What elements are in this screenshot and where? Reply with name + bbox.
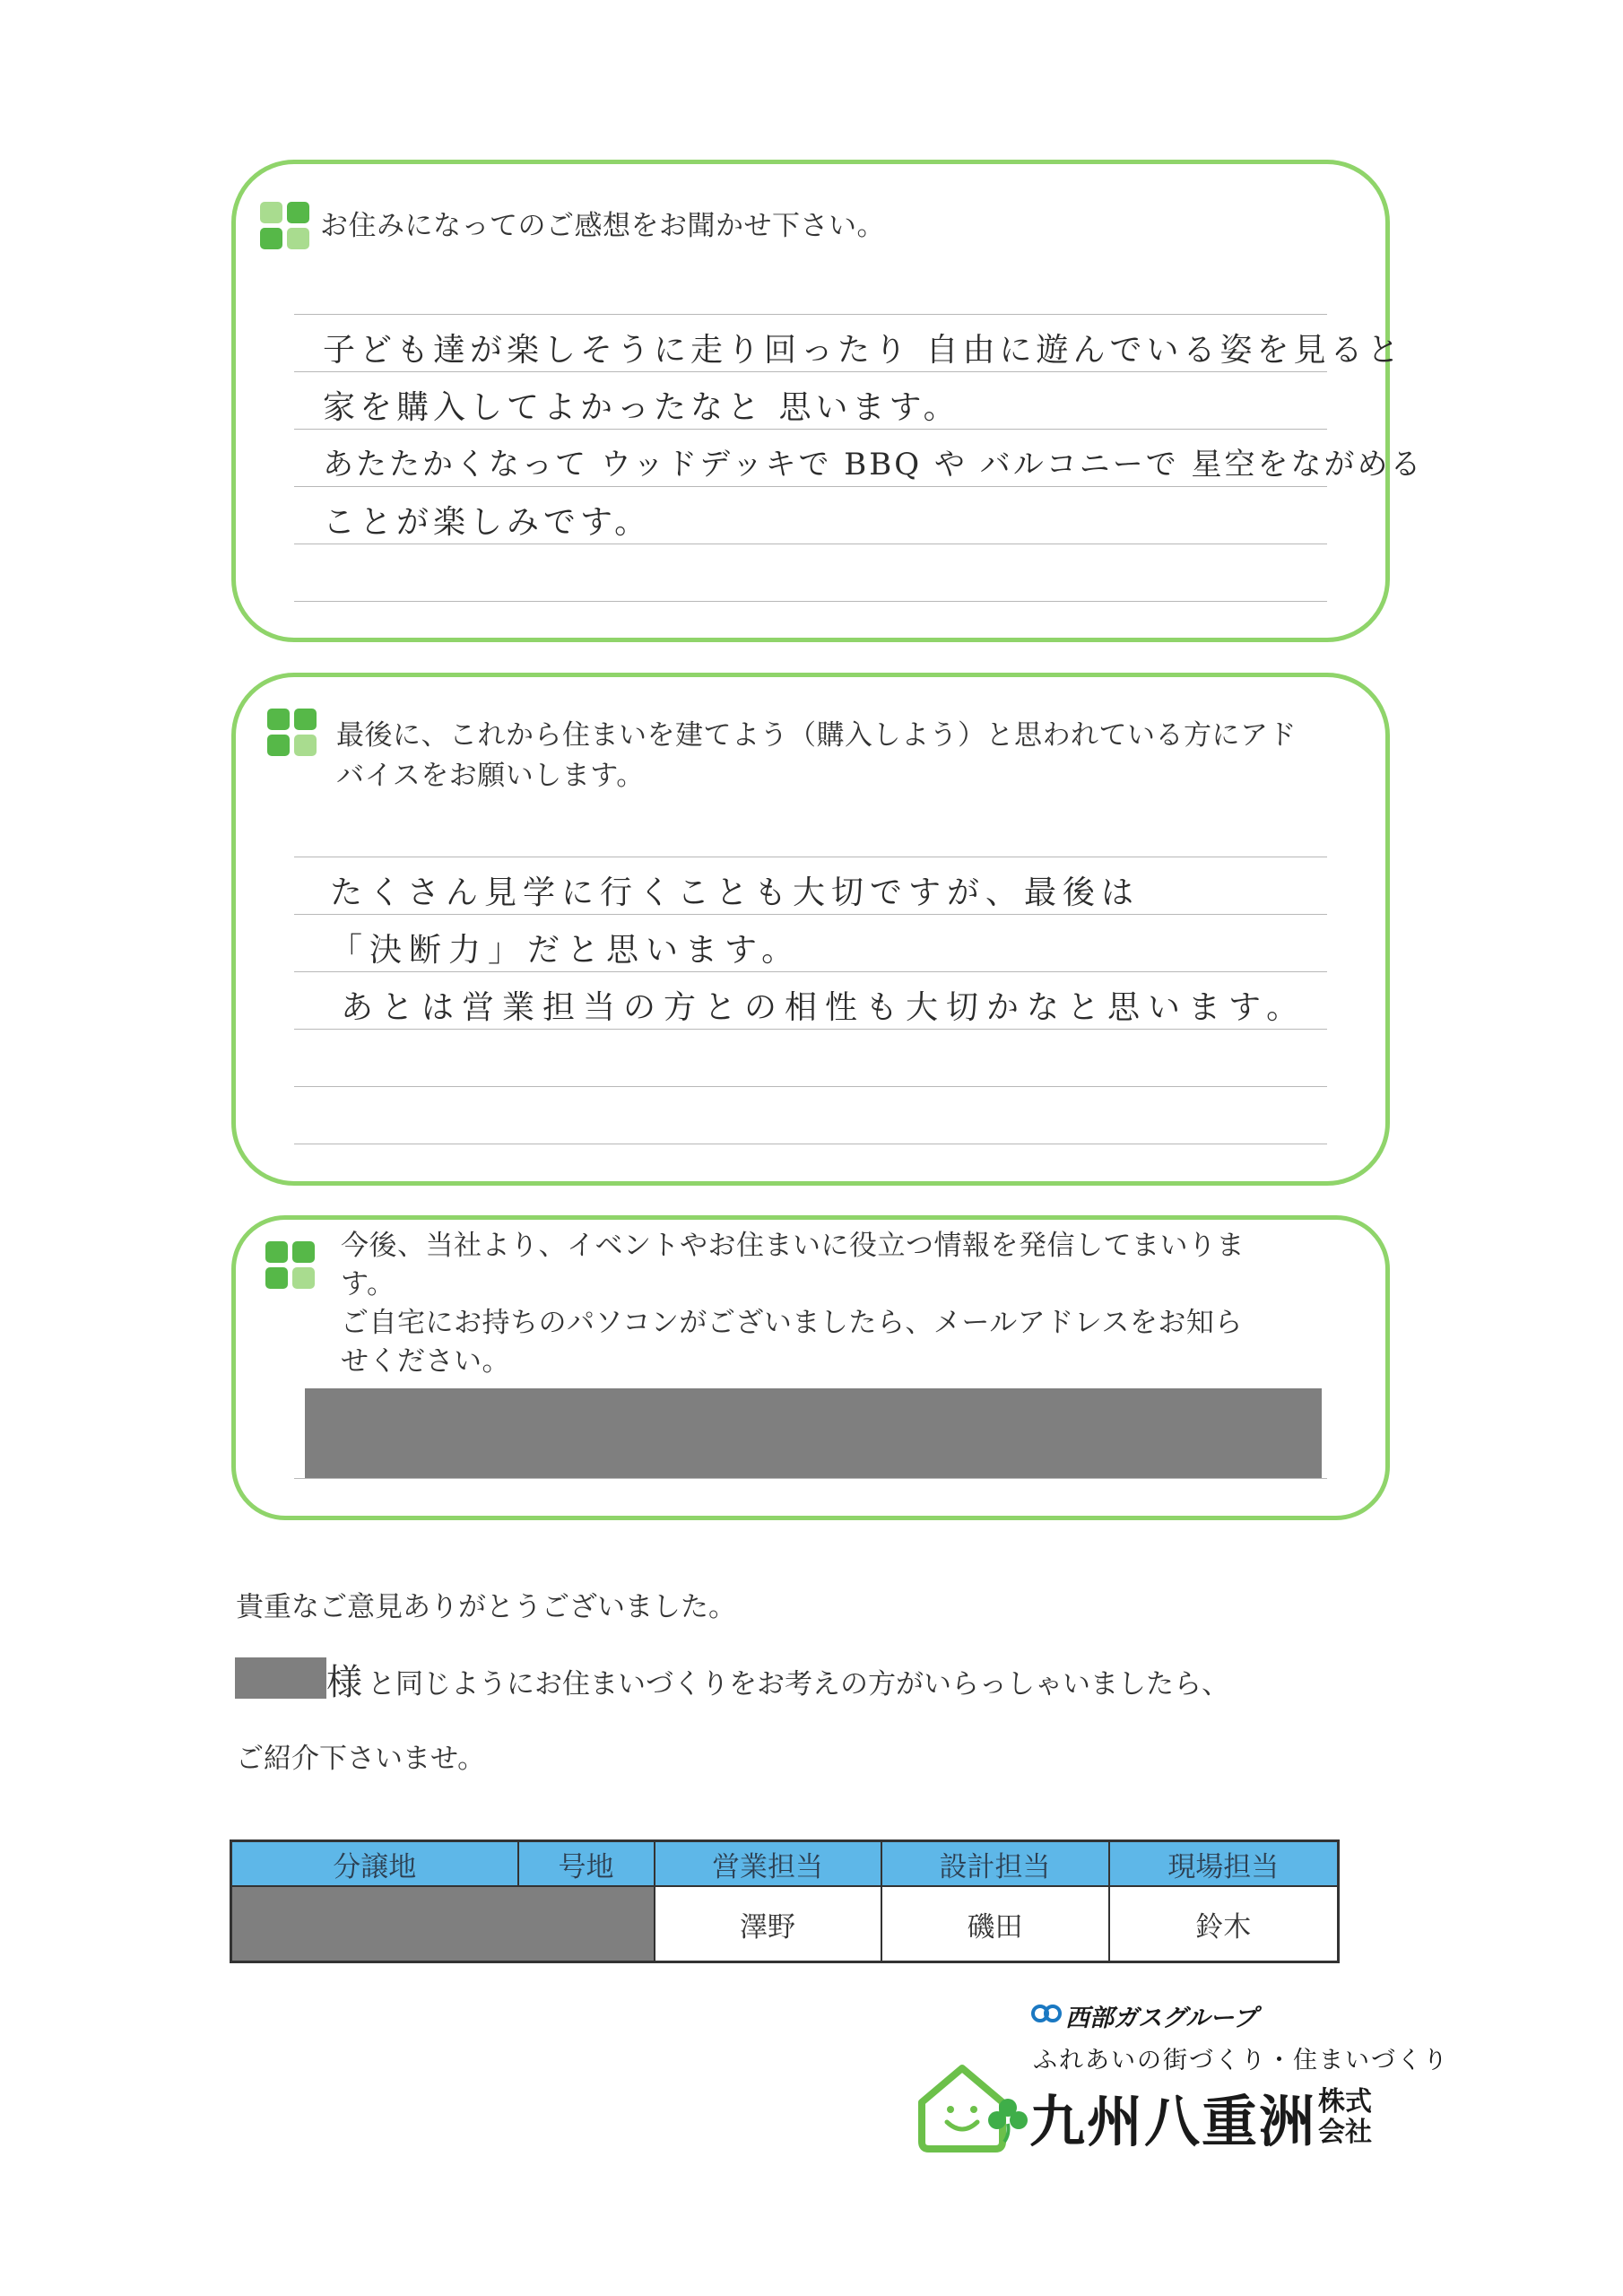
handwritten-answer-line: あたたかくなって ウッドデッキで BBQ や バルコニーで 星空をながめる: [323, 447, 1424, 483]
question-line: お住みになってのご感想をお聞かせ下さい。: [320, 210, 885, 242]
answer-rule: [294, 914, 1327, 915]
handwritten-answer-line: ことが楽しみです。: [323, 504, 652, 541]
header-sales: 営業担当: [655, 1841, 881, 1887]
logo-suffix-bottom: 会社: [1318, 2117, 1372, 2148]
design-staff-cell: 磯田: [881, 1886, 1109, 1962]
handwritten-answer-line: 家を購入してよかったなと 思います。: [323, 389, 960, 426]
handwritten-answer-line: 「決断力」だと思います。: [330, 932, 802, 969]
question-line: す。: [341, 1268, 395, 1300]
lot-number-cell-redacted: [518, 1886, 655, 1962]
logo-group-name: 西部ガスグループ: [1065, 2005, 1257, 2032]
header-lot-number: 号地: [518, 1841, 655, 1887]
thanks-text: 貴重なご意見ありがとうございました。: [236, 1591, 736, 1623]
advice-question: [336, 716, 1297, 796]
sales-staff-cell: 澤野: [655, 1886, 881, 1962]
answer-rule: [294, 1029, 1327, 1030]
lot-cell-redacted: [231, 1886, 518, 1962]
mail-info-text: [341, 1227, 1245, 1381]
answer-rule: [294, 429, 1327, 430]
clover-icon: [265, 1241, 316, 1290]
header-design: 設計担当: [881, 1841, 1109, 1887]
handwritten-answer-line: たくさん見学に行くことも大切ですが、最後は: [330, 874, 1141, 911]
answer-rule: [294, 601, 1327, 602]
answer-rule: [294, 971, 1327, 972]
customer-name-redaction: [235, 1657, 326, 1699]
question-line: バイスをお願いします。: [336, 760, 645, 792]
email-redaction: [305, 1388, 1322, 1478]
table-row: [231, 1886, 1339, 1962]
question-line: せください。: [341, 1345, 510, 1378]
answer-rule: [294, 314, 1327, 315]
question-line: ご自宅にお持ちのパソコンがございましたら、メールアドレスをお知ら: [341, 1307, 1243, 1339]
answer-rule: [294, 371, 1327, 372]
site-staff-cell: 鈴木: [1195, 1910, 1252, 1944]
sama-honorific: 様: [326, 1662, 362, 1703]
clover-leaf-icon: [986, 2097, 1029, 2144]
logo-suffix-top: 株式: [1318, 2086, 1372, 2118]
handwritten-answer-line: あとは営業担当の方との相性も大切かなと思います。: [341, 989, 1307, 1026]
logo-tagline: ふれあいの街づくり・住まいづくり: [1033, 2047, 1449, 2074]
clover-icon: [267, 709, 317, 757]
header-lot: 分譲地: [231, 1841, 518, 1887]
logo-company-name: 九州八重洲: [1029, 2089, 1317, 2154]
answer-rule: [294, 1086, 1327, 1087]
header-site: 現場担当: [1109, 1841, 1339, 1887]
table-header-row: [231, 1841, 1339, 1887]
handwritten-answer-line: 子ども達が楽しそうに走り回ったり 自由に遊んでいる姿を見ると: [323, 332, 1404, 369]
gas-group-mark-icon: [1031, 2000, 1062, 2027]
staff-table: [230, 1839, 1340, 1963]
referral-text: と同じようにお住まいづくりをお考えの方がいらっしゃいましたら、: [368, 1668, 1229, 1700]
answer-rule: [294, 486, 1327, 487]
question-line: 最後に、これから住まいを建てよう（購入しよう）と思われている方にアド: [336, 719, 1297, 752]
answer-rule: [294, 1478, 1327, 1479]
question-line: 今後、当社より、イベントやお住まいに役立つ情報を発信してまいりま: [341, 1230, 1245, 1262]
clover-icon: [260, 202, 310, 250]
introduce-text: ご紹介下さいませ。: [236, 1743, 486, 1775]
impressions-question: [320, 206, 885, 247]
